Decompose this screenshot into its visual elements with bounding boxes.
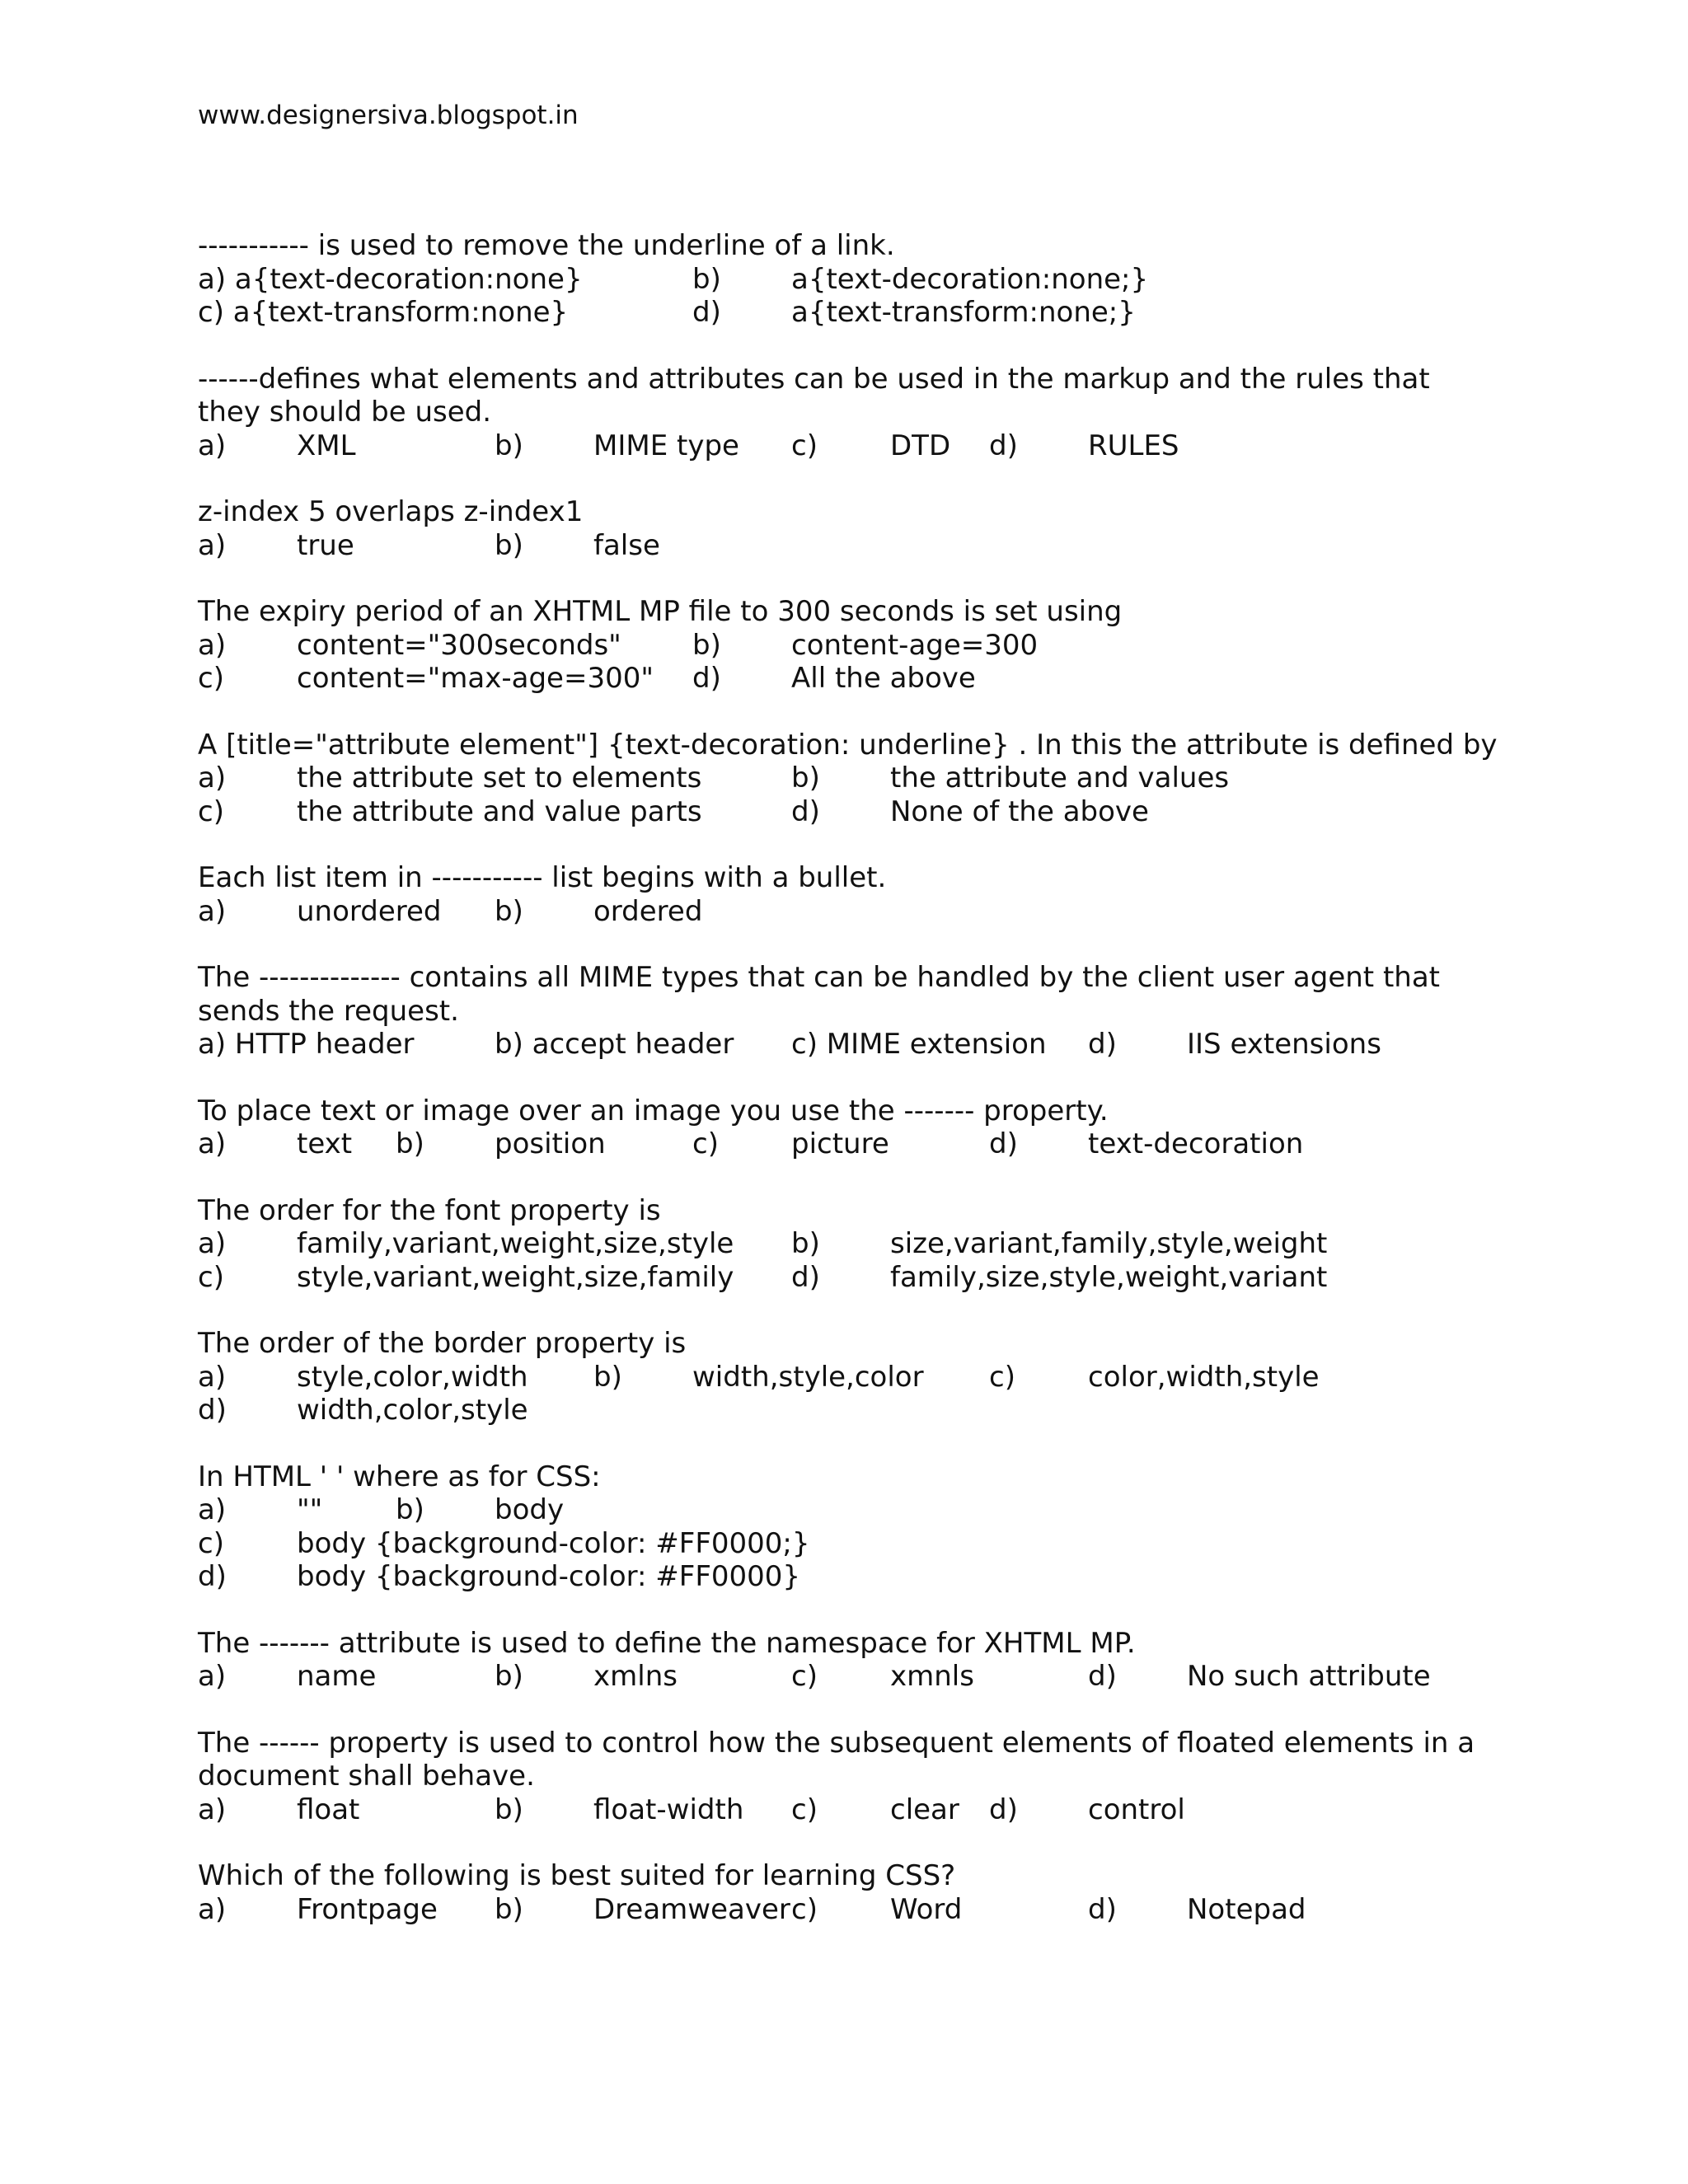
option-row bbox=[198, 263, 1500, 297]
option-text: RULES bbox=[1088, 429, 1179, 462]
option-text: width,style,color bbox=[692, 1360, 924, 1394]
option-text: c) MIME extension bbox=[791, 1028, 1047, 1061]
option-letter: b) bbox=[692, 628, 721, 662]
option-text: family,variant,weight,size,style bbox=[297, 1227, 734, 1260]
option-row bbox=[198, 629, 1500, 663]
option-row bbox=[198, 795, 1500, 829]
question-text: The ------- attribute is used to define the namespace for XHTML MP. bbox=[198, 1626, 1136, 1660]
option-letter: b) bbox=[495, 1892, 523, 1926]
option-text: None of the above bbox=[890, 794, 1149, 828]
option-letter: b) bbox=[495, 429, 523, 462]
option-text: control bbox=[1088, 1793, 1185, 1826]
option-text: b) accept header bbox=[495, 1028, 734, 1061]
option-letter: b) bbox=[495, 1660, 523, 1693]
option-letter: a) bbox=[198, 1127, 227, 1160]
option-letter: d) bbox=[791, 1260, 820, 1294]
option-text: name bbox=[297, 1660, 377, 1693]
option-letter: d) bbox=[692, 662, 721, 695]
option-letter: b) bbox=[495, 894, 523, 928]
option-text: float bbox=[297, 1793, 360, 1826]
option-text: XML bbox=[297, 429, 356, 462]
option-text: size,variant,family,style,weight bbox=[890, 1227, 1328, 1260]
option-letter: c) bbox=[198, 1260, 224, 1294]
option-text: true bbox=[297, 528, 354, 562]
option-row bbox=[198, 1127, 1500, 1161]
option-letter: c) bbox=[791, 1660, 818, 1693]
option-row bbox=[198, 762, 1500, 795]
question-block bbox=[198, 861, 1500, 928]
option-letter: a) bbox=[198, 1892, 227, 1926]
option-letter: d) bbox=[791, 794, 820, 828]
option-row bbox=[198, 296, 1500, 330]
question-text: The ------ property is used to control how the subsequent elements of floated elements in a document shall behave. bbox=[198, 1726, 1484, 1793]
option-row bbox=[198, 1028, 1500, 1062]
option-letter: d) bbox=[989, 1127, 1018, 1160]
option-text: a) a{text-decoration:none} bbox=[198, 262, 583, 296]
option-row bbox=[198, 1560, 1500, 1594]
option-text: c) a{text-transform:none} bbox=[198, 296, 569, 329]
option-letter: a) bbox=[198, 528, 227, 562]
option-letter: a) bbox=[198, 628, 227, 662]
option-text: xmnls bbox=[890, 1660, 974, 1693]
option-letter: a) bbox=[198, 894, 227, 928]
option-text: the attribute and value parts bbox=[297, 794, 702, 828]
option-text: "" bbox=[297, 1493, 323, 1526]
option-letter: c) bbox=[198, 1526, 224, 1560]
option-text: the attribute and values bbox=[890, 762, 1230, 794]
question-list bbox=[198, 229, 1500, 1959]
option-letter: c) bbox=[791, 1793, 818, 1826]
question-text: z-index 5 overlaps z-index1 bbox=[198, 495, 584, 528]
option-text: family,size,style,weight,variant bbox=[890, 1260, 1328, 1294]
option-text: Word bbox=[890, 1892, 963, 1926]
option-text: position bbox=[495, 1127, 606, 1160]
option-text: content="max-age=300" bbox=[297, 662, 654, 695]
option-text: content="300seconds" bbox=[297, 628, 621, 662]
option-letter: a) bbox=[198, 1793, 227, 1826]
option-letter: d) bbox=[1088, 1028, 1117, 1061]
option-letter: a) bbox=[198, 1660, 227, 1693]
option-text: style,color,width bbox=[297, 1360, 528, 1394]
option-row bbox=[198, 1227, 1500, 1261]
question-block bbox=[198, 595, 1500, 696]
option-letter: d) bbox=[1088, 1892, 1117, 1926]
option-letter: b) bbox=[396, 1127, 424, 1160]
option-row bbox=[198, 1361, 1500, 1394]
option-row bbox=[198, 1394, 1500, 1427]
option-text: Dreamweaver bbox=[593, 1892, 790, 1926]
option-letter: d) bbox=[198, 1394, 227, 1427]
question-block bbox=[198, 495, 1500, 562]
option-row bbox=[198, 1793, 1500, 1827]
option-text: color,width,style bbox=[1088, 1360, 1320, 1394]
option-text: picture bbox=[791, 1127, 889, 1160]
option-text: the attribute set to elements bbox=[297, 762, 702, 794]
question-block bbox=[198, 1327, 1500, 1427]
option-letter: a) bbox=[198, 429, 227, 462]
option-letter: c) bbox=[692, 1127, 719, 1160]
question-block bbox=[198, 1194, 1500, 1295]
question-block bbox=[198, 1094, 1500, 1161]
question-text: Each list item in ----------- list begins with a bullet. bbox=[198, 861, 887, 894]
option-letter: b) bbox=[692, 262, 721, 296]
question-text: Which of the following is best suited for learning CSS? bbox=[198, 1859, 956, 1892]
option-text: Frontpage bbox=[297, 1892, 438, 1926]
question-block bbox=[198, 229, 1500, 330]
option-text: body {background-color: #FF0000;} bbox=[297, 1526, 810, 1560]
option-letter: c) bbox=[791, 1892, 818, 1926]
option-text: false bbox=[593, 528, 660, 562]
option-row bbox=[198, 662, 1500, 696]
option-letter: d) bbox=[692, 296, 721, 329]
question-block bbox=[198, 1627, 1500, 1694]
option-text: No such attribute bbox=[1187, 1660, 1431, 1693]
option-letter: b) bbox=[495, 528, 523, 562]
option-text: a{text-transform:none;} bbox=[791, 296, 1136, 329]
option-letter: b) bbox=[593, 1360, 622, 1394]
option-text: style,variant,weight,size,family bbox=[297, 1260, 734, 1294]
question-block bbox=[198, 961, 1500, 1062]
question-text: In HTML ' ' where as for CSS: bbox=[198, 1460, 601, 1493]
site-url: www.designersiva.blogspot.in bbox=[198, 101, 579, 130]
option-letter: c) bbox=[989, 1360, 1015, 1394]
question-text: ------defines what elements and attributes can be used in the markup and the rules that they should be used. bbox=[198, 362, 1439, 429]
option-letter: a) bbox=[198, 1360, 227, 1394]
option-text: IIS extensions bbox=[1187, 1028, 1381, 1061]
option-row bbox=[198, 429, 1500, 463]
option-row bbox=[198, 1660, 1500, 1694]
option-letter: a) bbox=[198, 1493, 227, 1526]
option-letter: a) bbox=[198, 762, 227, 794]
option-text: All the above bbox=[791, 662, 976, 695]
question-block bbox=[198, 1460, 1500, 1594]
option-text: text bbox=[297, 1127, 353, 1160]
option-text: ordered bbox=[593, 894, 703, 928]
option-letter: b) bbox=[396, 1493, 424, 1526]
option-text: unordered bbox=[297, 894, 442, 928]
question-block bbox=[198, 363, 1500, 463]
question-block bbox=[198, 1727, 1500, 1827]
option-text: content-age=300 bbox=[791, 628, 1039, 662]
option-row bbox=[198, 1261, 1500, 1295]
option-letter: c) bbox=[791, 429, 818, 462]
question-text: The order for the font property is bbox=[198, 1193, 661, 1227]
option-text: float-width bbox=[593, 1793, 744, 1826]
option-letter: b) bbox=[791, 1227, 820, 1260]
question-text: The -------------- contains all MIME types that can be handled by the client user agent that sends the request. bbox=[198, 961, 1449, 1028]
option-letter: b) bbox=[791, 762, 820, 794]
option-row bbox=[198, 1893, 1500, 1927]
option-text: text-decoration bbox=[1088, 1127, 1304, 1160]
option-text: DTD bbox=[890, 429, 951, 462]
question-block bbox=[198, 729, 1500, 829]
option-letter: d) bbox=[1088, 1660, 1117, 1693]
option-text: clear bbox=[890, 1793, 959, 1826]
option-letter: c) bbox=[198, 794, 224, 828]
question-text: The expiry period of an XHTML MP file to 300 seconds is set using bbox=[198, 595, 1123, 628]
option-row bbox=[198, 895, 1500, 929]
option-text: body bbox=[495, 1493, 565, 1526]
option-letter: a) bbox=[198, 1227, 227, 1260]
option-letter: d) bbox=[989, 429, 1018, 462]
option-row bbox=[198, 1493, 1500, 1527]
option-text: xmlns bbox=[593, 1660, 678, 1693]
question-text: A [title="attribute element"] {text-decoration: underline} . In this the attribute is defined by bbox=[198, 728, 1498, 762]
option-letter: d) bbox=[989, 1793, 1018, 1826]
option-letter: b) bbox=[495, 1793, 523, 1826]
option-text: width,color,style bbox=[297, 1394, 528, 1427]
option-text: body {background-color: #FF0000} bbox=[297, 1560, 801, 1593]
question-block bbox=[198, 1859, 1500, 1926]
option-row bbox=[198, 1527, 1500, 1561]
option-row bbox=[198, 529, 1500, 563]
question-text: To place text or image over an image you use the ------- property. bbox=[198, 1094, 1109, 1127]
option-text: a) HTTP header bbox=[198, 1028, 415, 1061]
option-letter: c) bbox=[198, 662, 224, 695]
option-text: Notepad bbox=[1187, 1892, 1306, 1926]
option-letter: d) bbox=[198, 1560, 227, 1593]
option-text: MIME type bbox=[593, 429, 739, 462]
question-text: The order of the border property is bbox=[198, 1327, 687, 1360]
question-text: ----------- is used to remove the underline of a link. bbox=[198, 229, 895, 262]
option-text: a{text-decoration:none;} bbox=[791, 262, 1149, 296]
